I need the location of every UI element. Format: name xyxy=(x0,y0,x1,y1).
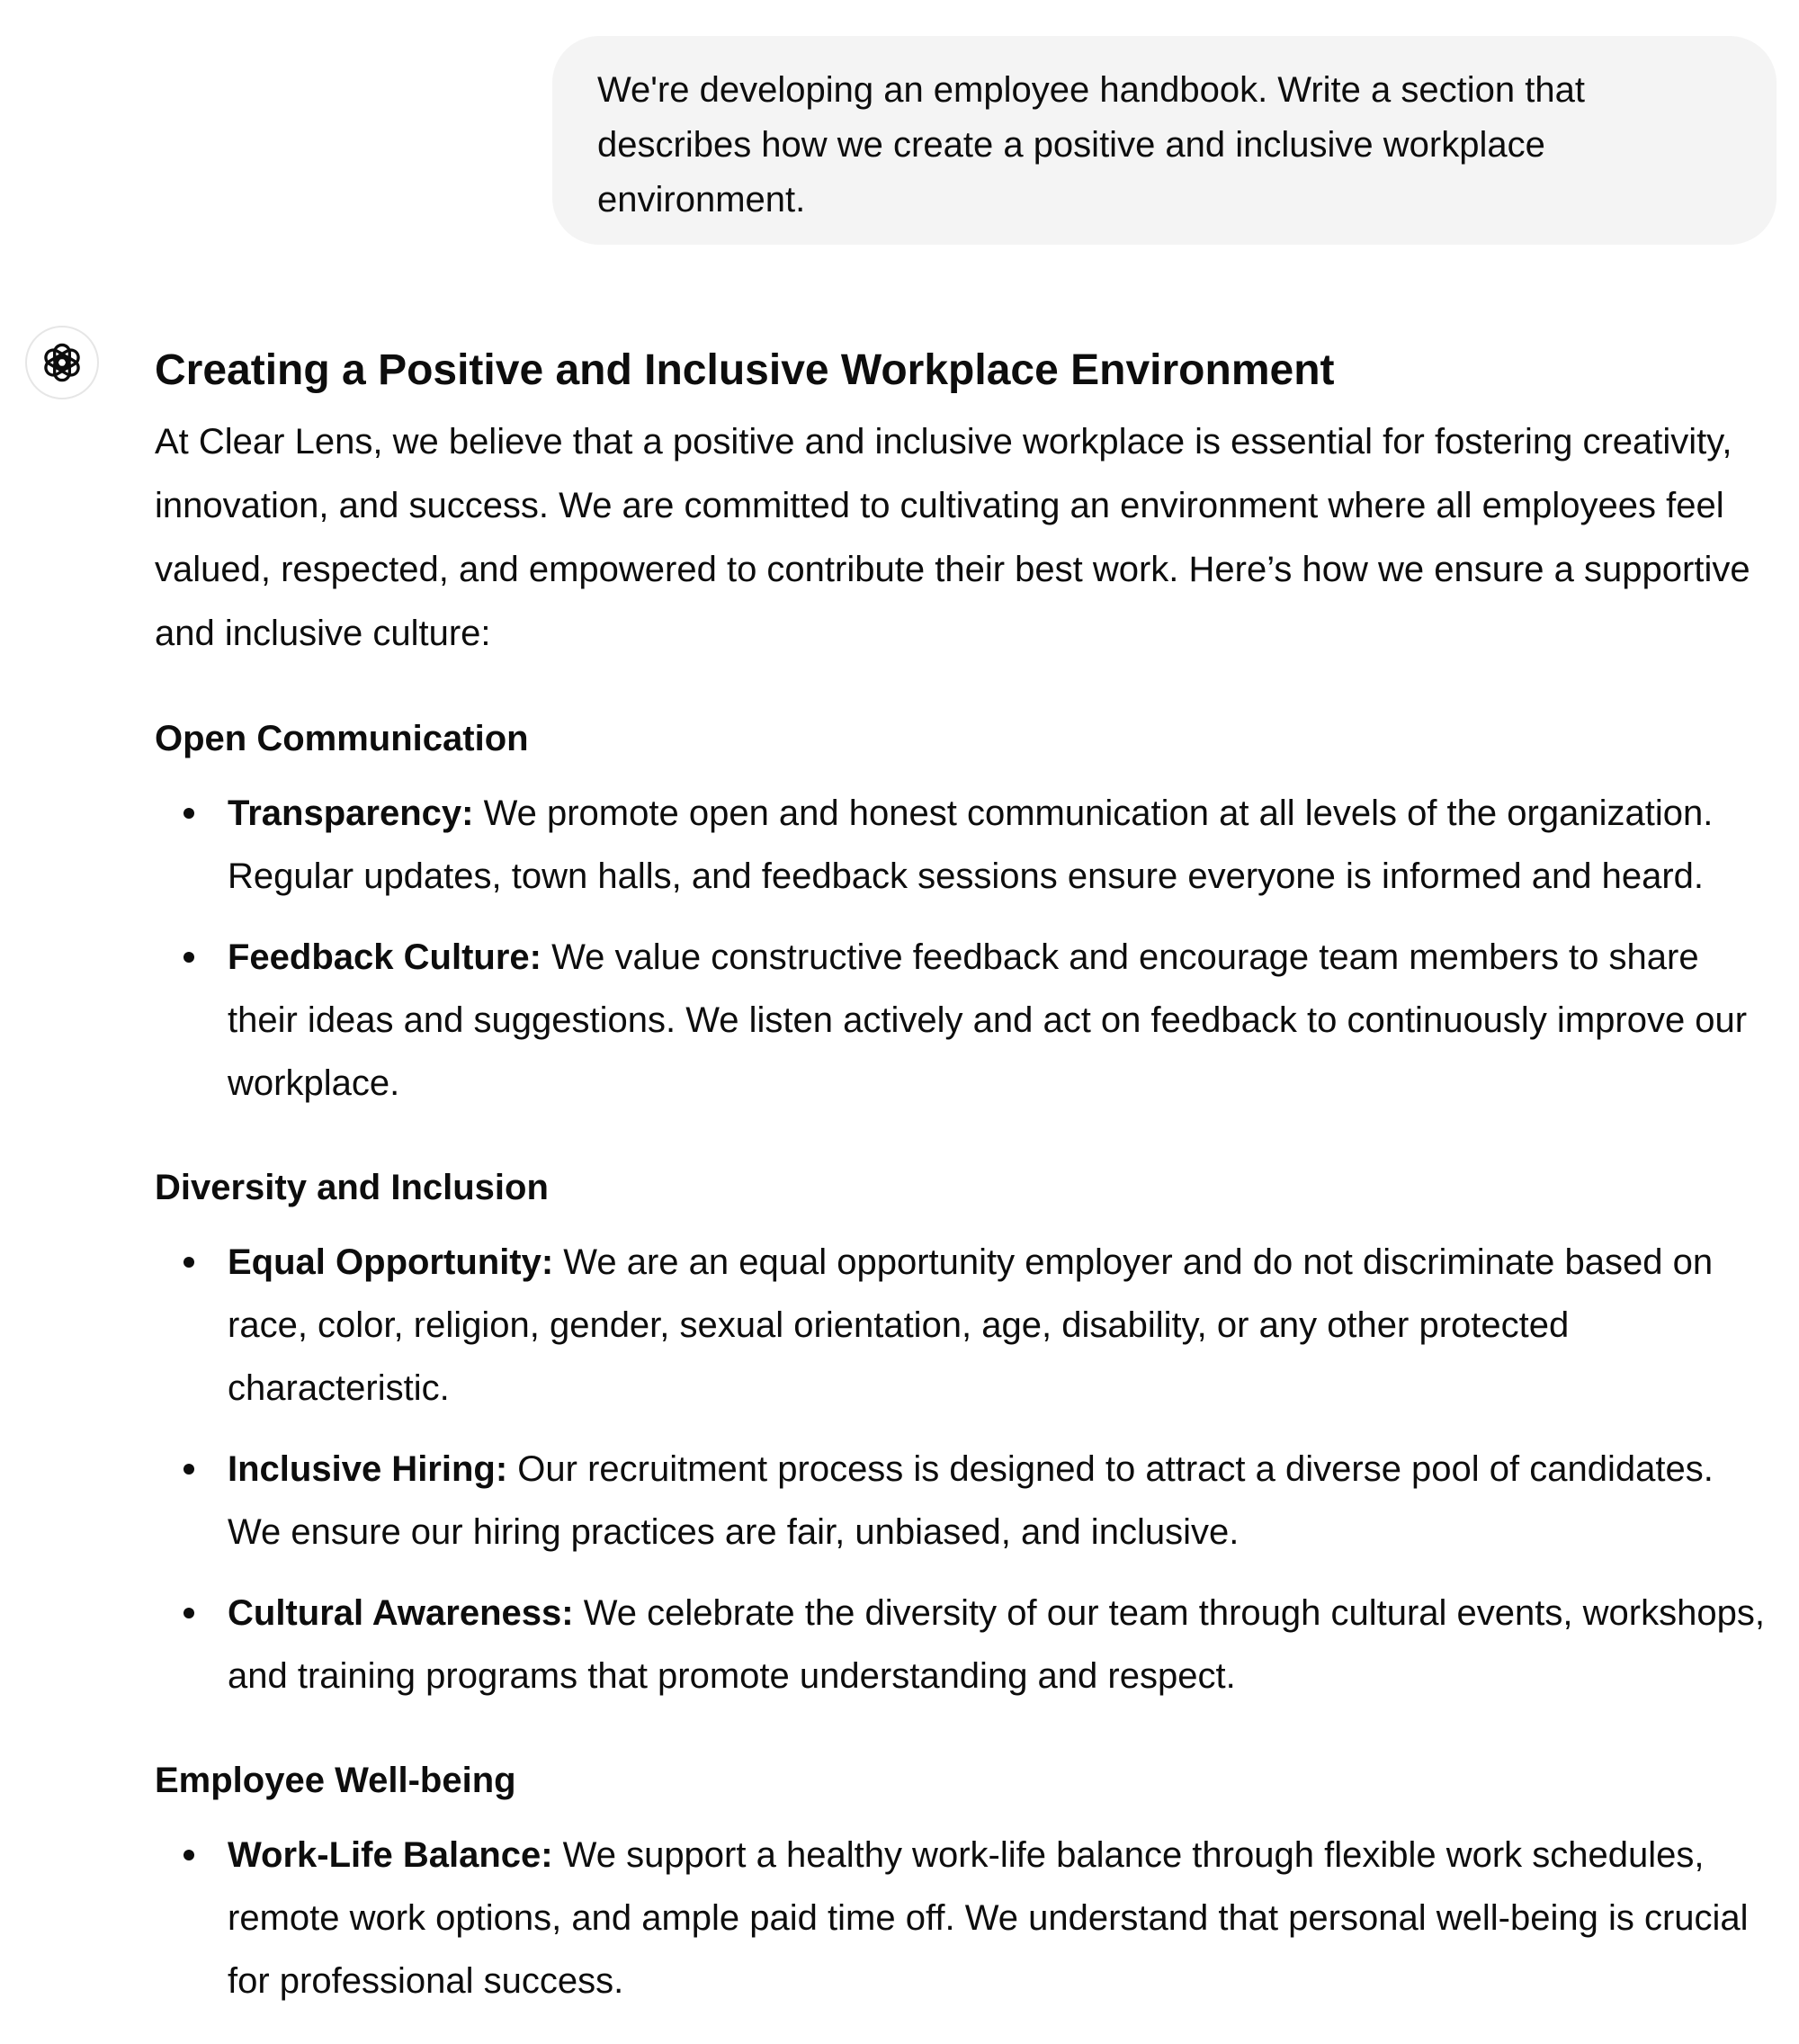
list-item-term: Equal Opportunity: xyxy=(228,1242,554,1282)
user-message-text: We're developing an employee handbook. Write a section that describes how we create a positive and inclusive workplace environment. xyxy=(597,70,1585,220)
list-item-text: We support a healthy work-life balance through flexible work schedules, remote work options, and ample paid time off. We understand that personal well-being is crucial for professional success. xyxy=(228,1835,1749,2001)
section-diversity-and-inclusion xyxy=(155,1156,1774,1708)
assistant-response xyxy=(155,335,1774,2013)
list-item xyxy=(155,926,1774,1115)
list-item-term: Work-Life Balance: xyxy=(228,1835,553,1875)
section-title: Employee Well-being xyxy=(155,1761,516,1800)
bullet-list xyxy=(155,1824,1774,2013)
list-item-term: Transparency: xyxy=(228,793,474,833)
bullet-dot xyxy=(183,1608,194,1618)
user-message-bubble xyxy=(552,36,1777,245)
list-item xyxy=(155,782,1774,908)
assistant-avatar xyxy=(25,326,99,399)
list-item xyxy=(155,1582,1774,1708)
bullet-dot xyxy=(183,808,194,819)
list-item xyxy=(155,1824,1774,2013)
list-item-term: Inclusive Hiring: xyxy=(228,1449,508,1489)
bullet-dot xyxy=(183,1464,194,1475)
section-employee-well-being xyxy=(155,1749,1774,2013)
bullet-dot xyxy=(183,1257,194,1268)
list-item xyxy=(155,1231,1774,1420)
list-item-term: Feedback Culture: xyxy=(228,937,541,977)
bullet-list xyxy=(155,782,1774,1115)
bullet-dot xyxy=(183,1850,194,1860)
bullet-list xyxy=(155,1231,1774,1708)
list-item-term: Cultural Awareness: xyxy=(228,1593,574,1633)
response-heading: Creating a Positive and Inclusive Workplace Environment xyxy=(155,346,1335,394)
section-title: Open Communication xyxy=(155,719,529,758)
list-item-text: We promote open and honest communication at all levels of the organization. Regular updates, town halls, and feedback sessions ensure everyone is informed and heard. xyxy=(228,793,1714,896)
openai-logo-icon xyxy=(40,340,85,385)
response-intro: At Clear Lens, we believe that a positive and inclusive workplace is essential for fostering creativity, innovation, and success. We are committed to cultivating an environment where all employees feel valued, respected, and empowered to contribute their best work. Here’s how we ensure a supportive and inclusive culture: xyxy=(155,422,1750,653)
list-item-text: Our recruitment process is designed to attract a diverse pool of candidates. We ensure our hiring practices are fair, unbiased, and inclusive. xyxy=(228,1449,1714,1552)
bullet-dot xyxy=(183,952,194,963)
list-item-text: We value constructive feedback and encourage team members to share their ideas and suggestions. We listen actively and act on feedback to continuously improve our workplace. xyxy=(228,937,1748,1103)
section-open-communication xyxy=(155,707,1774,1115)
section-title: Diversity and Inclusion xyxy=(155,1168,549,1207)
list-item xyxy=(155,1438,1774,1564)
list-item-text: We celebrate the diversity of our team through cultural events, workshops, and training programs that promote understanding and respect. xyxy=(228,1593,1765,1696)
list-item-text: We are an equal opportunity employer and do not discriminate based on race, color, religion, gender, sexual orientation, age, disability, or any other protected characteristic. xyxy=(228,1242,1714,1408)
